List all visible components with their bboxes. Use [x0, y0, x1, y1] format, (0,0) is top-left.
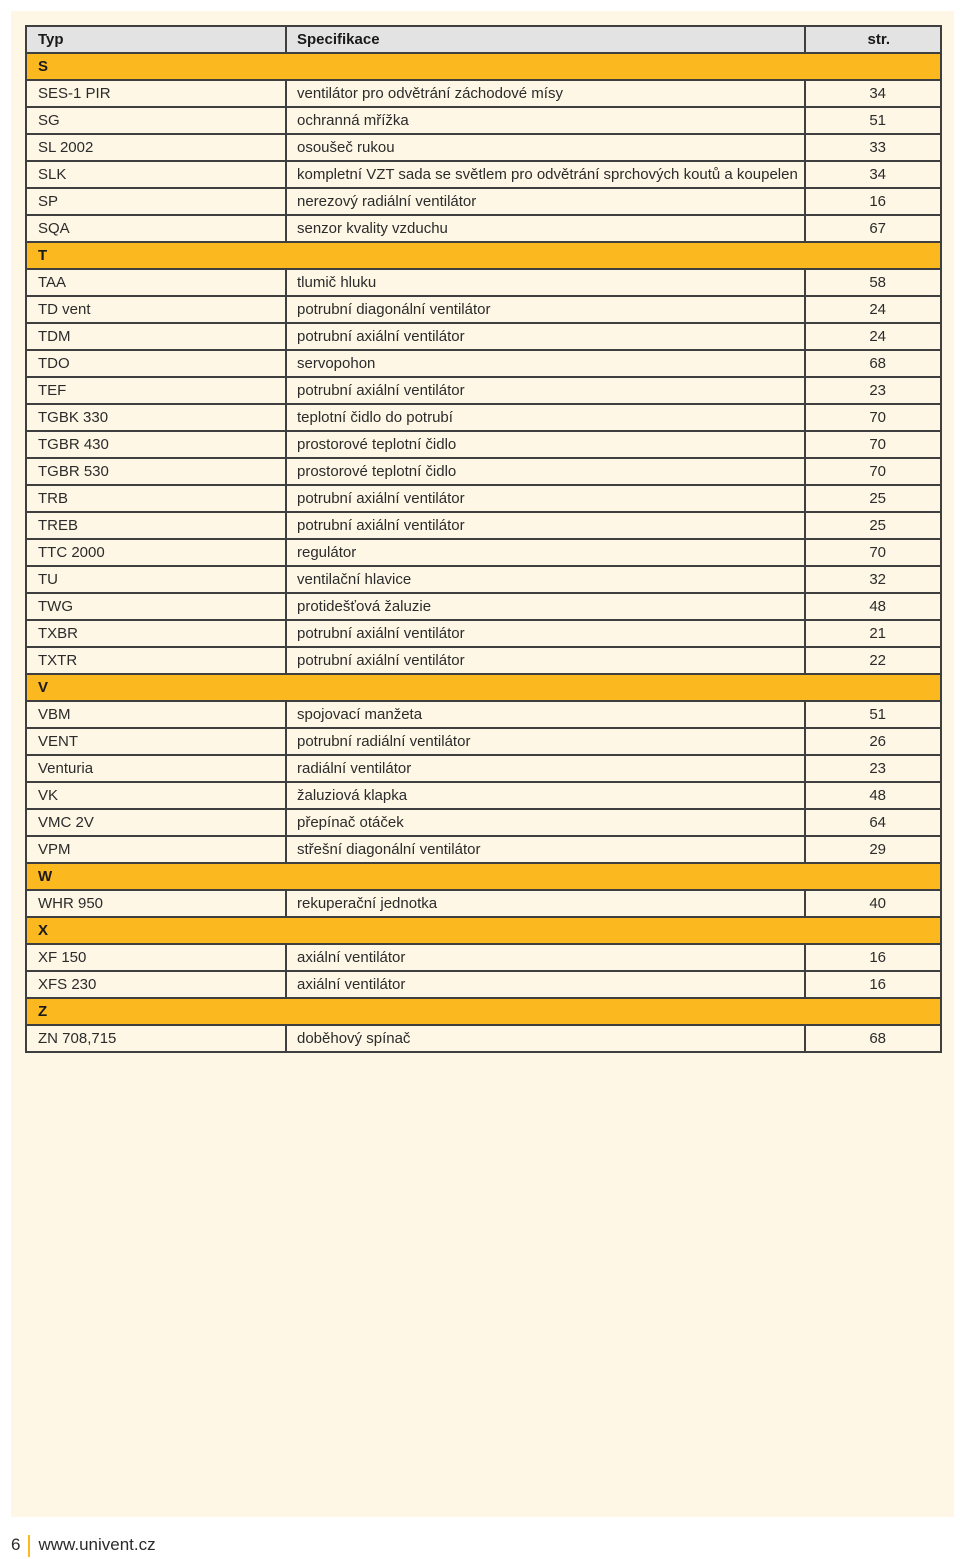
cell-specifikace: potrubní axiální ventilátor: [286, 647, 805, 674]
cell-page: 68: [805, 1025, 941, 1052]
section-letter-row: [26, 917, 941, 944]
section-letter: T: [26, 242, 941, 269]
table-row: [26, 566, 941, 593]
cell-specifikace: doběhový spínač: [286, 1025, 805, 1052]
cell-page: 23: [805, 755, 941, 782]
cell-page: 70: [805, 539, 941, 566]
cell-page: 21: [805, 620, 941, 647]
cell-typ: TDO: [26, 350, 286, 377]
table-row: [26, 80, 941, 107]
cell-specifikace: prostorové teplotní čidlo: [286, 431, 805, 458]
cell-specifikace: potrubní axiální ventilátor: [286, 485, 805, 512]
table-row: [26, 188, 941, 215]
table-row: [26, 134, 941, 161]
table-row: [26, 350, 941, 377]
cell-page: 48: [805, 782, 941, 809]
cell-specifikace: nerezový radiální ventilátor: [286, 188, 805, 215]
cell-typ: SQA: [26, 215, 286, 242]
cell-typ: Venturia: [26, 755, 286, 782]
table-row: [26, 1025, 941, 1052]
cell-typ: TGBK 330: [26, 404, 286, 431]
cell-specifikace: axiální ventilátor: [286, 971, 805, 998]
table-row: [26, 377, 941, 404]
cell-typ: WHR 950: [26, 890, 286, 917]
cell-specifikace: senzor kvality vzduchu: [286, 215, 805, 242]
cell-typ: XF 150: [26, 944, 286, 971]
cell-typ: XFS 230: [26, 971, 286, 998]
cell-typ: VBM: [26, 701, 286, 728]
cell-page: 70: [805, 458, 941, 485]
cell-page: 16: [805, 188, 941, 215]
cell-specifikace: přepínač otáček: [286, 809, 805, 836]
cell-page: 34: [805, 161, 941, 188]
cell-page: 25: [805, 485, 941, 512]
cell-specifikace: ochranná mřížka: [286, 107, 805, 134]
table-row: [26, 485, 941, 512]
footer-url-link[interactable]: www.univent.cz: [38, 1535, 156, 1554]
table-row: [26, 782, 941, 809]
table-row: [26, 971, 941, 998]
cell-specifikace: spojovací manžeta: [286, 701, 805, 728]
cell-typ: TXTR: [26, 647, 286, 674]
cell-typ: SES-1 PIR: [26, 80, 286, 107]
column-header-typ: Typ: [26, 26, 286, 53]
cell-page: 70: [805, 404, 941, 431]
table-row: [26, 161, 941, 188]
cell-page: 48: [805, 593, 941, 620]
cell-specifikace: ventilační hlavice: [286, 566, 805, 593]
column-header-specifikace: Specifikace: [286, 26, 805, 53]
cell-typ: TU: [26, 566, 286, 593]
table-row: [26, 512, 941, 539]
section-letter: X: [26, 917, 941, 944]
table-row: [26, 836, 941, 863]
cell-typ: SL 2002: [26, 134, 286, 161]
cell-page: 51: [805, 107, 941, 134]
cell-specifikace: potrubní axiální ventilátor: [286, 620, 805, 647]
cell-typ: TRB: [26, 485, 286, 512]
cell-page: 33: [805, 134, 941, 161]
cell-specifikace: potrubní axiální ventilátor: [286, 377, 805, 404]
cell-specifikace: axiální ventilátor: [286, 944, 805, 971]
section-letter-row: [26, 863, 941, 890]
cell-specifikace: žaluziová klapka: [286, 782, 805, 809]
table-row: [26, 728, 941, 755]
cell-typ: TEF: [26, 377, 286, 404]
cell-typ: TREB: [26, 512, 286, 539]
section-letter: S: [26, 53, 941, 80]
section-letter-row: [26, 674, 941, 701]
cell-specifikace: protidešťová žaluzie: [286, 593, 805, 620]
section-letter: V: [26, 674, 941, 701]
cell-specifikace: potrubní axiální ventilátor: [286, 512, 805, 539]
cell-typ: TWG: [26, 593, 286, 620]
cell-typ: TD vent: [26, 296, 286, 323]
table-body: [26, 26, 941, 1052]
product-index-table: [25, 25, 942, 1053]
cell-typ: TTC 2000: [26, 539, 286, 566]
cell-page: 68: [805, 350, 941, 377]
column-header-page: str.: [805, 26, 941, 53]
cell-specifikace: prostorové teplotní čidlo: [286, 458, 805, 485]
table-header-row: [26, 26, 941, 53]
cell-page: 58: [805, 269, 941, 296]
table-row: [26, 431, 941, 458]
section-letter-row: [26, 998, 941, 1025]
section-letter-row: [26, 242, 941, 269]
cell-page: 16: [805, 971, 941, 998]
cell-page: 67: [805, 215, 941, 242]
cell-page: 29: [805, 836, 941, 863]
cell-page: 40: [805, 890, 941, 917]
table-row: [26, 269, 941, 296]
cell-specifikace: ventilátor pro odvětrání záchodové mísy: [286, 80, 805, 107]
section-letter: W: [26, 863, 941, 890]
page-footer: [11, 1533, 156, 1557]
cell-specifikace: tlumič hluku: [286, 269, 805, 296]
cell-typ: TGBR 530: [26, 458, 286, 485]
cell-typ: VENT: [26, 728, 286, 755]
cell-typ: TDM: [26, 323, 286, 350]
cell-page: 16: [805, 944, 941, 971]
table-row: [26, 107, 941, 134]
cell-specifikace: radiální ventilátor: [286, 755, 805, 782]
cell-page: 70: [805, 431, 941, 458]
cell-specifikace: potrubní axiální ventilátor: [286, 323, 805, 350]
cell-typ: VMC 2V: [26, 809, 286, 836]
cell-specifikace: regulátor: [286, 539, 805, 566]
cell-page: 34: [805, 80, 941, 107]
cell-page: 51: [805, 701, 941, 728]
cell-typ: VPM: [26, 836, 286, 863]
cell-specifikace: kompletní VZT sada se světlem pro odvětrání sprchových koutů a koupelen: [286, 161, 805, 188]
cell-page: 64: [805, 809, 941, 836]
table-row: [26, 809, 941, 836]
table-row: [26, 647, 941, 674]
cell-specifikace: střešní diagonální ventilátor: [286, 836, 805, 863]
cell-specifikace: osoušeč rukou: [286, 134, 805, 161]
table-row: [26, 296, 941, 323]
cell-page: 24: [805, 323, 941, 350]
footer-divider: [28, 1535, 30, 1557]
cell-page: 24: [805, 296, 941, 323]
cell-specifikace: servopohon: [286, 350, 805, 377]
cell-specifikace: potrubní diagonální ventilátor: [286, 296, 805, 323]
cell-typ: SG: [26, 107, 286, 134]
cell-page: 23: [805, 377, 941, 404]
cell-typ: TXBR: [26, 620, 286, 647]
cell-specifikace: potrubní radiální ventilátor: [286, 728, 805, 755]
cell-typ: TGBR 430: [26, 431, 286, 458]
cell-typ: ZN 708,715: [26, 1025, 286, 1052]
cell-typ: TAA: [26, 269, 286, 296]
table-row: [26, 323, 941, 350]
table-row: [26, 404, 941, 431]
table-row: [26, 701, 941, 728]
cell-page: 25: [805, 512, 941, 539]
cell-page: 32: [805, 566, 941, 593]
table-row: [26, 620, 941, 647]
cell-specifikace: rekuperační jednotka: [286, 890, 805, 917]
cell-typ: SP: [26, 188, 286, 215]
cell-typ: VK: [26, 782, 286, 809]
table-row: [26, 755, 941, 782]
cell-typ: SLK: [26, 161, 286, 188]
cell-page: 22: [805, 647, 941, 674]
cell-page: 26: [805, 728, 941, 755]
table-row: [26, 539, 941, 566]
page-number: 6: [11, 1535, 21, 1554]
table-row: [26, 944, 941, 971]
section-letter: Z: [26, 998, 941, 1025]
table-row: [26, 458, 941, 485]
section-letter-row: [26, 53, 941, 80]
table-row: [26, 215, 941, 242]
cell-specifikace: teplotní čidlo do potrubí: [286, 404, 805, 431]
table-row: [26, 890, 941, 917]
table-row: [26, 593, 941, 620]
